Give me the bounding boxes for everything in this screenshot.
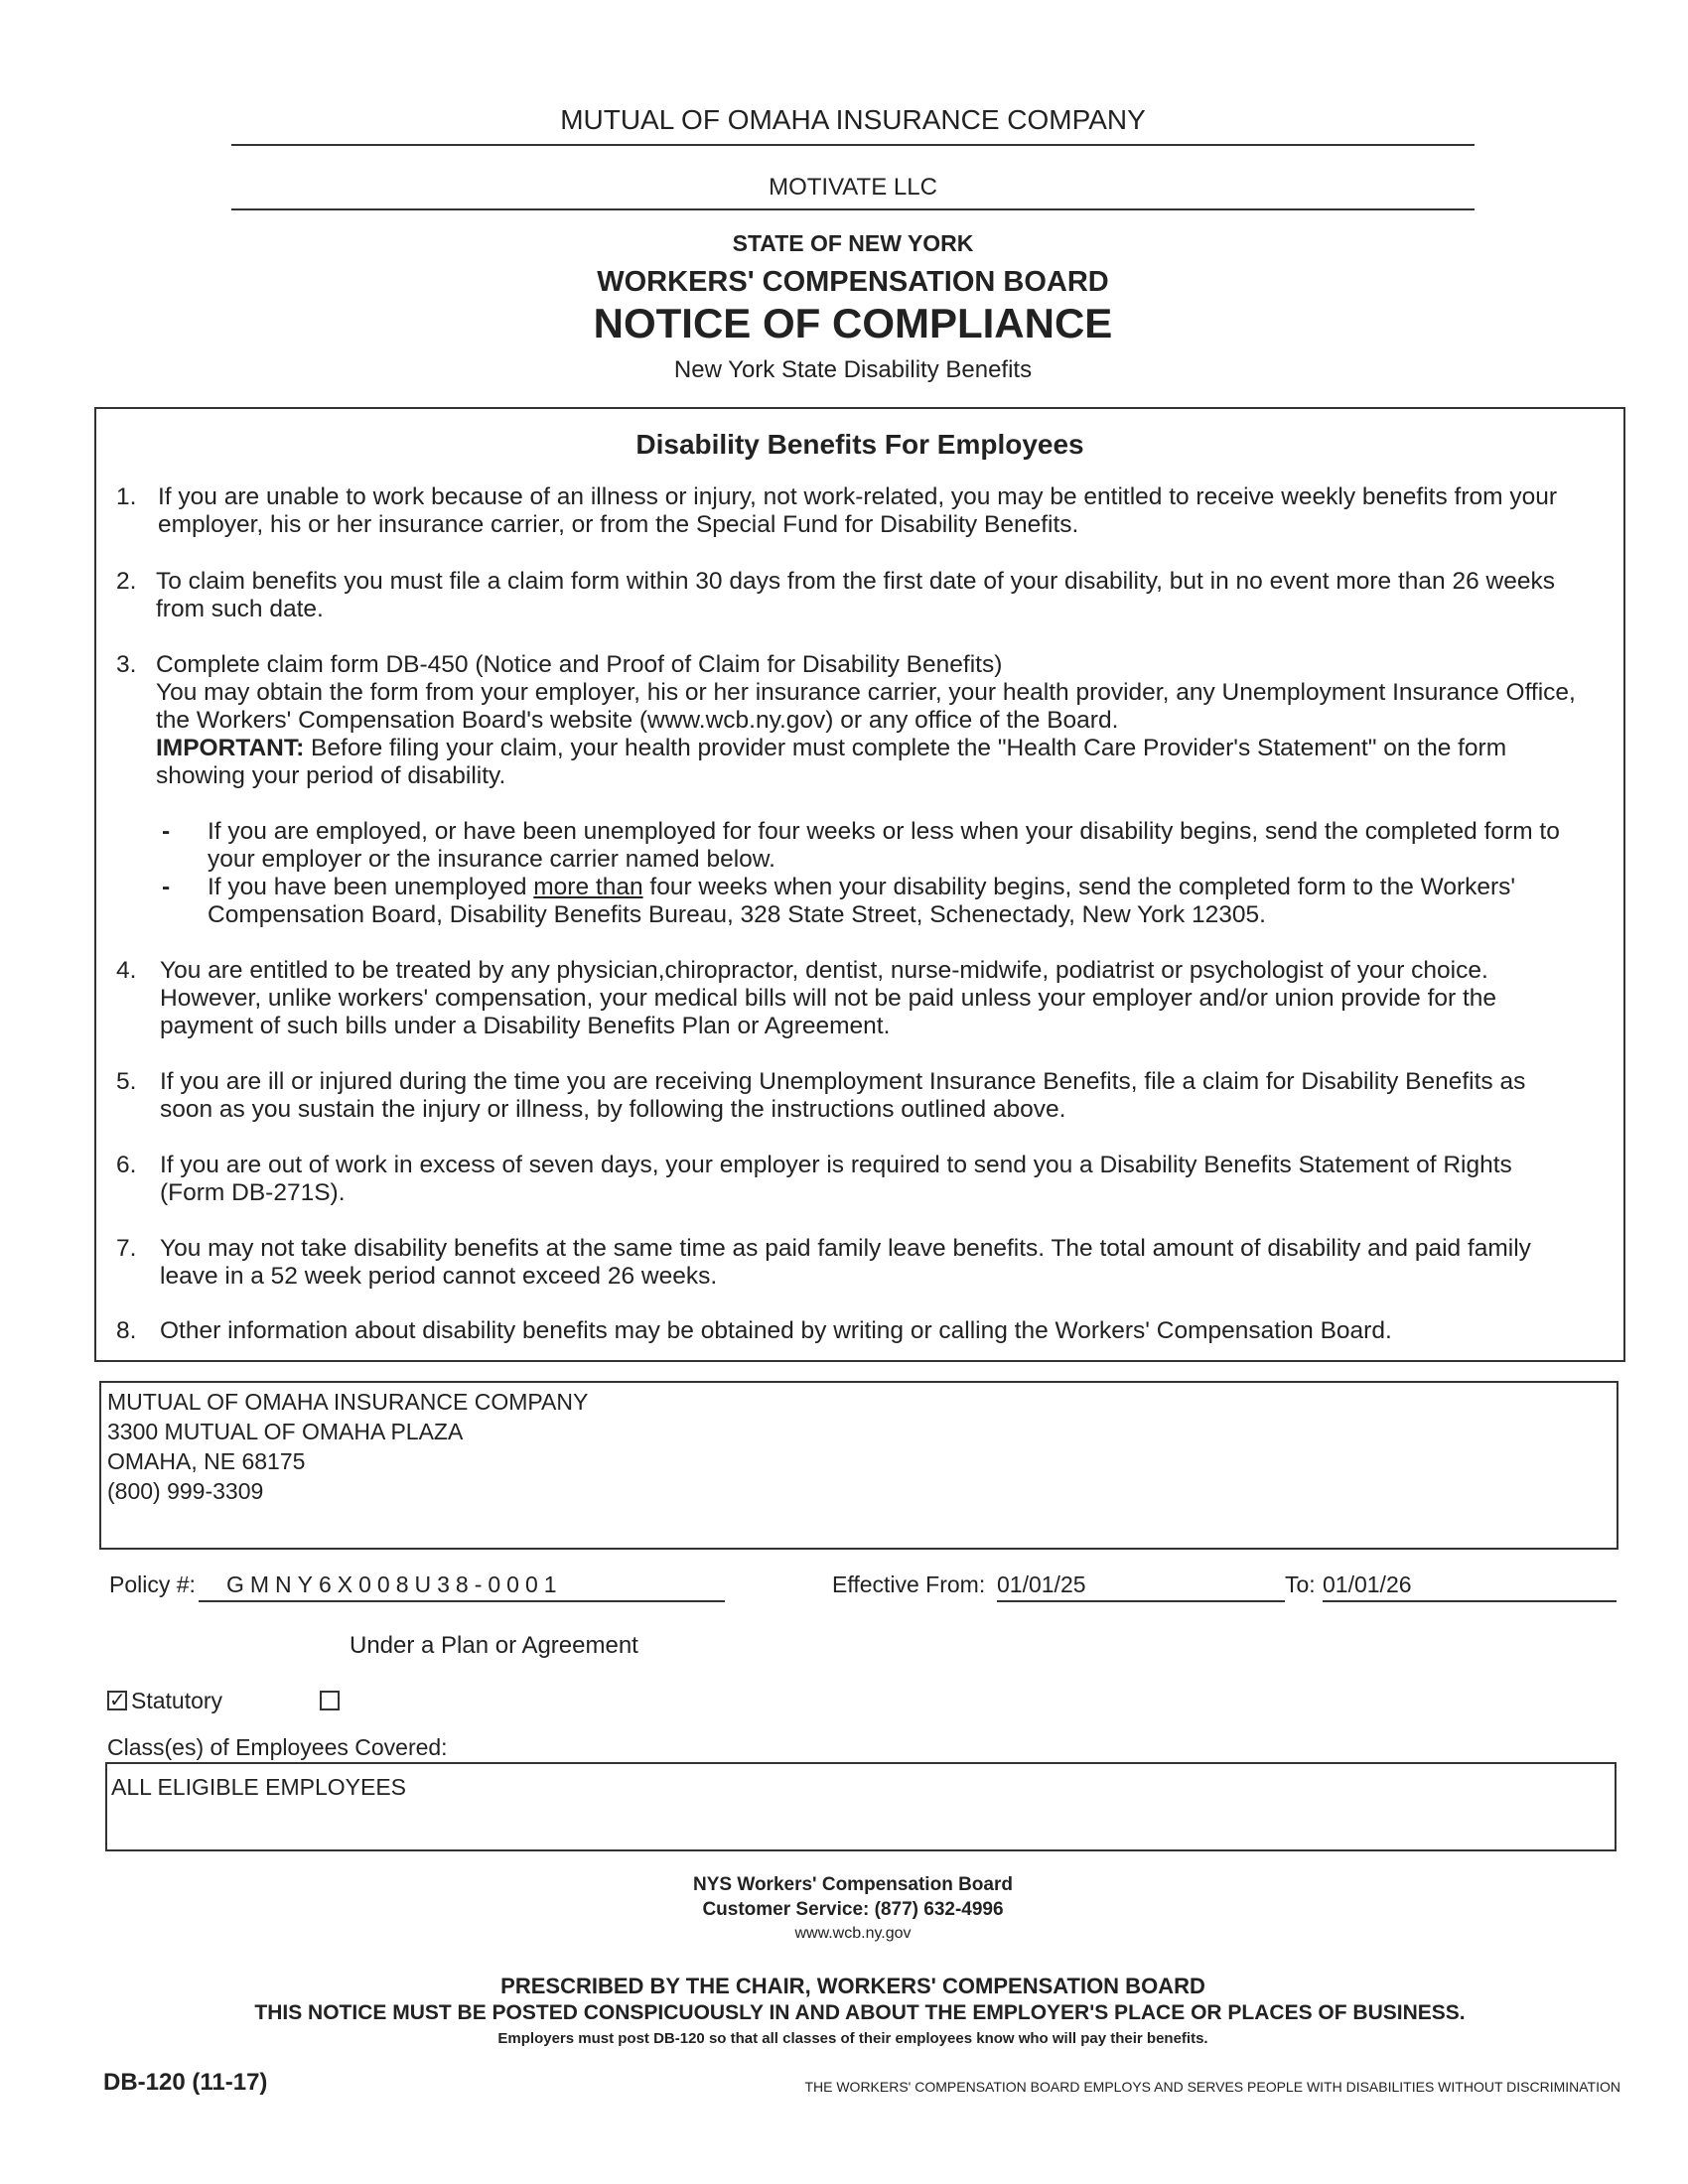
prescribed-notice: PRESCRIBED BY THE CHAIR, WORKERS' COMPENSATION BOARD xyxy=(500,1974,1205,1998)
plan-agreement-label: Under a Plan or Agreement xyxy=(350,1632,638,1659)
important-note xyxy=(156,735,1586,790)
footer-customer-service: Customer Service: (877) 632-4996 xyxy=(702,1899,1004,1920)
item-number: 6. xyxy=(116,1152,137,1178)
classes-value: ALL ELIGIBLE EMPLOYEES xyxy=(111,1774,407,1800)
important-text: Before filing your claim, your health provider must complete the "Health Care Provider's Statement" on the form showing your period of disability. xyxy=(156,735,1507,789)
statutory-checkbox[interactable] xyxy=(107,1691,127,1710)
bullet-text-cont: four weeks when your disability begins, send the completed form to the Workers' Compensation Board, Disability Benefits Bureau, 328 State Street, Schenectady, New York 12305. xyxy=(208,874,1516,928)
notice-title: NOTICE OF COMPLIANCE xyxy=(593,300,1113,346)
benefits-box xyxy=(94,407,1625,1362)
check-mark-icon: ✓ xyxy=(109,1690,126,1711)
item-number: 1. xyxy=(116,483,137,510)
carrier-phone: (800) 999-3309 xyxy=(107,1478,264,1504)
item-number: 3. xyxy=(116,651,137,678)
footer-board-name: NYS Workers' Compensation Board xyxy=(693,1874,1013,1895)
bullet-text: If you are employed, or have been unemployed for four weeks or less when your disability begins, send the completed form to your employer or the insurance carrier named below. xyxy=(208,818,1560,873)
statutory-label: Statutory xyxy=(131,1688,223,1713)
classes-label: Class(es) of Employees Covered: xyxy=(107,1734,448,1760)
policy-label: Policy #: xyxy=(109,1571,196,1597)
carrier-address-2: OMAHA, NE 68175 xyxy=(107,1448,306,1474)
insurer-underline xyxy=(231,144,1475,146)
form-id: DB-120 (11-17) xyxy=(103,2069,268,2096)
effective-to: 01/01/26 xyxy=(1323,1571,1617,1602)
employer-underline xyxy=(231,208,1475,210)
item-text-detail: You may obtain the form from your employer, his or her insurance carrier, your health provider, any Unemployment Insurance Office, the Workers' Compensation Board's website (www.wcb.ny.gov) or any office of the Board. xyxy=(156,679,1576,734)
item-text: To claim benefits you must file a claim form within 30 days from the first date of your disability, but in no event more than 26 weeks from such date. xyxy=(156,568,1555,622)
bullet-dash: - xyxy=(162,874,171,900)
item-text: Other information about disability benefits may be obtained by writing or calling the Workers' Compensation Board. xyxy=(160,1317,1392,1344)
item-text: If you are unable to work because of an illness or injury, not work-related, you may be entitled to receive weekly benefits from your employer, his or her insurance carrier, or from the Special Fund for Disability Benefits. xyxy=(158,483,1558,538)
benefits-title: Disability Benefits For Employees xyxy=(635,429,1084,460)
item-number: 5. xyxy=(116,1068,137,1095)
employer-name: MOTIVATE LLC xyxy=(769,174,937,201)
carrier-box xyxy=(99,1381,1618,1550)
effective-from: 01/01/25 xyxy=(997,1571,1285,1602)
item-number: 7. xyxy=(116,1235,137,1262)
effective-label: Effective From: xyxy=(832,1571,986,1597)
to-label: To: xyxy=(1285,1571,1316,1597)
item-text: You are entitled to be treated by any physician,chiropractor, dentist, nurse-midwife, podiatrist or psychologist of your choice. However, unlike workers' compensation, your medical bills will not be paid unless your employer and/or union provide for the payment of such bills under a Disability Benefits Plan or Agreement. xyxy=(160,957,1497,1039)
board-heading: WORKERS' COMPENSATION BOARD xyxy=(597,266,1109,298)
state-heading: STATE OF NEW YORK xyxy=(732,230,974,256)
item-text: If you are out of work in excess of seven days, your employer is required to send you a Disability Benefits Statement of Rights (Form DB-271S). xyxy=(160,1152,1512,1206)
item-number: 4. xyxy=(116,957,137,984)
bullet-emphasis: more than xyxy=(533,874,643,900)
carrier-address-1: 3300 MUTUAL OF OMAHA PLAZA xyxy=(107,1419,464,1444)
item-text: If you are ill or injured during the time you are receiving Unemployment Insurance Benefits, file a claim for Disability Benefits as soon as you sustain the injury or illness, by following the instructions outlined above. xyxy=(160,1068,1526,1123)
carrier-name: MUTUAL OF OMAHA INSURANCE COMPANY xyxy=(107,1389,589,1415)
policy-number: GMNY6X008U38-0001 xyxy=(199,1571,725,1602)
classes-box xyxy=(105,1762,1617,1851)
item-text: You may not take disability benefits at the same time as paid family leave benefits. The total amount of disability and paid family leave in a 52 week period cannot exceed 26 weeks. xyxy=(160,1235,1531,1290)
nondiscrimination-statement: THE WORKERS' COMPENSATION BOARD EMPLOYS AND SERVES PEOPLE WITH DISABILITIES WITHOUT DISCRIMINATION xyxy=(804,2079,1620,2095)
posting-requirement: THIS NOTICE MUST BE POSTED CONSPICUOUSLY IN AND ABOUT THE EMPLOYER'S PLACE OR PLACES OF BUSINESS. xyxy=(254,2001,1466,2024)
item-text: Complete claim form DB-450 (Notice and Proof of Claim for Disability Benefits) xyxy=(156,651,1003,678)
important-label: IMPORTANT: xyxy=(156,735,305,761)
item-number: 8. xyxy=(116,1317,137,1344)
notice-subtitle: New York State Disability Benefits xyxy=(673,356,1033,383)
footer-website: www.wcb.ny.gov xyxy=(794,1925,912,1942)
bullet-dash: - xyxy=(162,818,171,845)
bullet-text: If you have been unemployed xyxy=(208,874,534,900)
employers-note: Employers must post DB-120 so that all classes of their employees know who will pay their benefits. xyxy=(497,2030,1208,2047)
item-number: 2. xyxy=(116,568,137,595)
insurer-name: MUTUAL OF OMAHA INSURANCE COMPANY xyxy=(560,104,1146,135)
plan-agreement-checkbox[interactable] xyxy=(320,1691,340,1710)
